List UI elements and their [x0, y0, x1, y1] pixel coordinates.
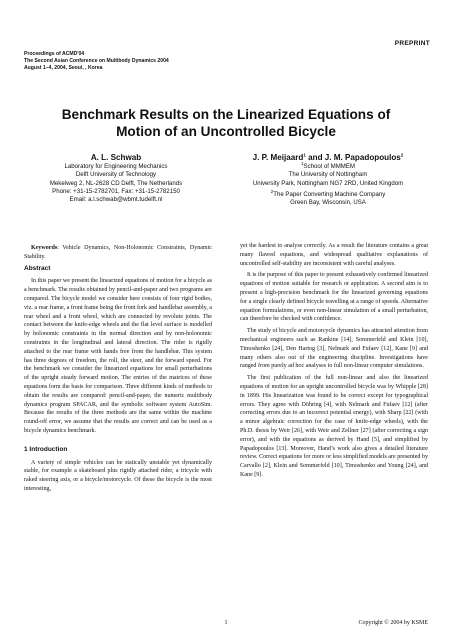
- paragraph: The study of bicycle and motorcycle dynamics has attracted attention from mechanical engineers such as Rankine [14], Sommerfeld and Klein [10], Timoshenko [24], Den Hartog [3], Neĭmark and Fufaev [12], Kane [9] and many others also out of the engineering discipline. Investigations have ranged from purely ad hoc analyses to full non-linear computer simulations.: [240, 328, 429, 370]
- conference-info: [24, 51, 324, 73]
- affiliation-line: Mekelweg 2, NL-2628 CD Delft, The Netherlands: [49, 179, 183, 187]
- keywords-text: : Vehicle Dynamics, Non-Holonomic Constraints, Dynamic Stability.: [24, 245, 212, 260]
- superscript: 2: [400, 152, 404, 158]
- paper-title: [24, 107, 428, 140]
- superscript: 2: [270, 188, 274, 194]
- author-email: Email: a.l.schwab@wbmt.tudelft.nl: [69, 196, 163, 204]
- author-name: J. P. Meijaard: [252, 153, 304, 162]
- paragraph: A variety of simple vehicles can be statically unstable yet dynamically stable, for example a skateboard plus rigidly attached rider, a tricycle with raked steering axis, or a bicycle/motorcycle. Of these the bicycle is the most interesting,: [24, 459, 212, 492]
- title-line: Motion of an Uncontrolled Bicycle: [116, 123, 336, 139]
- paragraph: It is the purpose of this paper to present exhaustively confirmed linearized equations of motion suitable for research or application. A second aim is to present a high-precision benchmark for the linearized governing equations for a single clearly defined bicycle travelling at a range of speeds. Alternative equation formulations, or even non-linear simulation of a small perturbation, can therefore be checked with confidence.: [240, 272, 428, 323]
- right-column: [240, 242, 428, 483]
- section-heading: 1 Introduction: [24, 445, 68, 453]
- affiliation-line: Delft University of Technology: [75, 171, 157, 179]
- preprint-label: PREPRINT: [394, 40, 430, 47]
- author-names: [226, 152, 430, 163]
- keywords-label: Keywords: [31, 245, 58, 251]
- conference-line: The Second Asian Conference on Multibody Dynamics 2004: [24, 58, 169, 65]
- title-line: Benchmark Results on the Linearized Equations of: [61, 107, 391, 122]
- paragraph: The first publication of the full non-linear and also the linearized equations of motion for an upright uncontrolled bicycle was by Whipple [28] in 1899. His linearization was found to be correct except for typographical errors. They agree with Döhring [4], with Neĭmark and Fufaev [12] (after correcting errors due to an incorrect potential energy), with Sharp [22] (with a minor algebraic correction for the case of knife-edge wheels), with the Ph.D. thesis by Weir [26], with Weir and Zellner [27] (after correcting a sign error), and with the equations as derived by Hand [5], and simplified by Papadopoulos [13]. Moreover, Hand’s work also gives a detailed literature review. Correct equations for more or less simplified models are presented by Carvallo [2], Klein and Sommerfeld [10], Timoshenko and Young [24], and Kane [9].: [240, 375, 428, 478]
- affiliation-line: Green Bay, Wisconsin, USA: [290, 199, 366, 207]
- abstract-heading: Abstract: [24, 264, 51, 272]
- left-column: [24, 244, 212, 497]
- copyright: Copyright © 2004 by KSME: [358, 620, 428, 626]
- author-name: A. L. Schwab: [90, 153, 142, 162]
- author-block-left: [24, 152, 208, 204]
- affiliation-line: The University of Nottingham: [288, 171, 368, 179]
- superscript: 1: [303, 152, 306, 158]
- conference-line: August 1–4, 2004, Seoul, , Korea: [24, 65, 103, 72]
- superscript: 1: [300, 160, 304, 166]
- paragraph: yet the hardest to analyse correctly. As a result the literature contains a great many flawed equations, and widespread qualitative explanations of uncontrolled self-stability are inconsistent with careful analyses.: [240, 243, 428, 267]
- author-block-right: [226, 152, 430, 207]
- abstract-text: In this paper we present the linearized equations of motion for a bicycle as a benchmark. The results obtained by pencil-and-paper and two programs are compared. The bicycle model we consider here consists of four rigid bodies, viz. a rear frame, a front frame being the front fork and handlebar assembly, a rear wheel and a front wheel, which are connected by revolute joints. The contact between the knife-edge wheels and the flat level surface is modelled by holonomic constraints in the normal direction and by non-holonomic constraints in the longitudinal and lateral direction. The rider is rigidly attached to the rear frame with hands free from the handlebar. This system has three degrees of freedom, the roll, the steer, and the forward speed. For the benchmark we consider the linearized equations for small perturbations of the upright steady forward motion. The entries of the matrices of these equations form the basis for comparison. Three different kinds of methods to obtain the results are compared: pencil-and-paper, the numeric multibody dynamics program SPACAR, and the symbolic software system AutoSim. Because the results of the three methods are the same within the machine round-off error, we assume that the results are correct and can be used as a bicycle dynamics benchmark.: [24, 278, 212, 434]
- affiliation-text: School of MMMEM: [303, 163, 356, 170]
- affiliation-line: University Park, Nottingham NG7 2RD, United Kingdom: [252, 179, 404, 187]
- page-number: 1: [224, 620, 228, 626]
- conference-line: Proceedings of ACMD'04: [24, 51, 85, 57]
- affiliation-line: Laboratory for Engineering Mechanics: [64, 163, 168, 170]
- affiliation-line: Phone: +31-15-2782701, Fax: +31-15-2782150: [52, 187, 180, 195]
- author-name: and J. M. Papadopoulos: [305, 153, 401, 162]
- affiliation-line: [226, 160, 430, 171]
- affiliation-text: The Paper Converting Machine Company: [273, 190, 386, 198]
- keywords: [24, 244, 212, 262]
- affiliation-line: [226, 188, 430, 199]
